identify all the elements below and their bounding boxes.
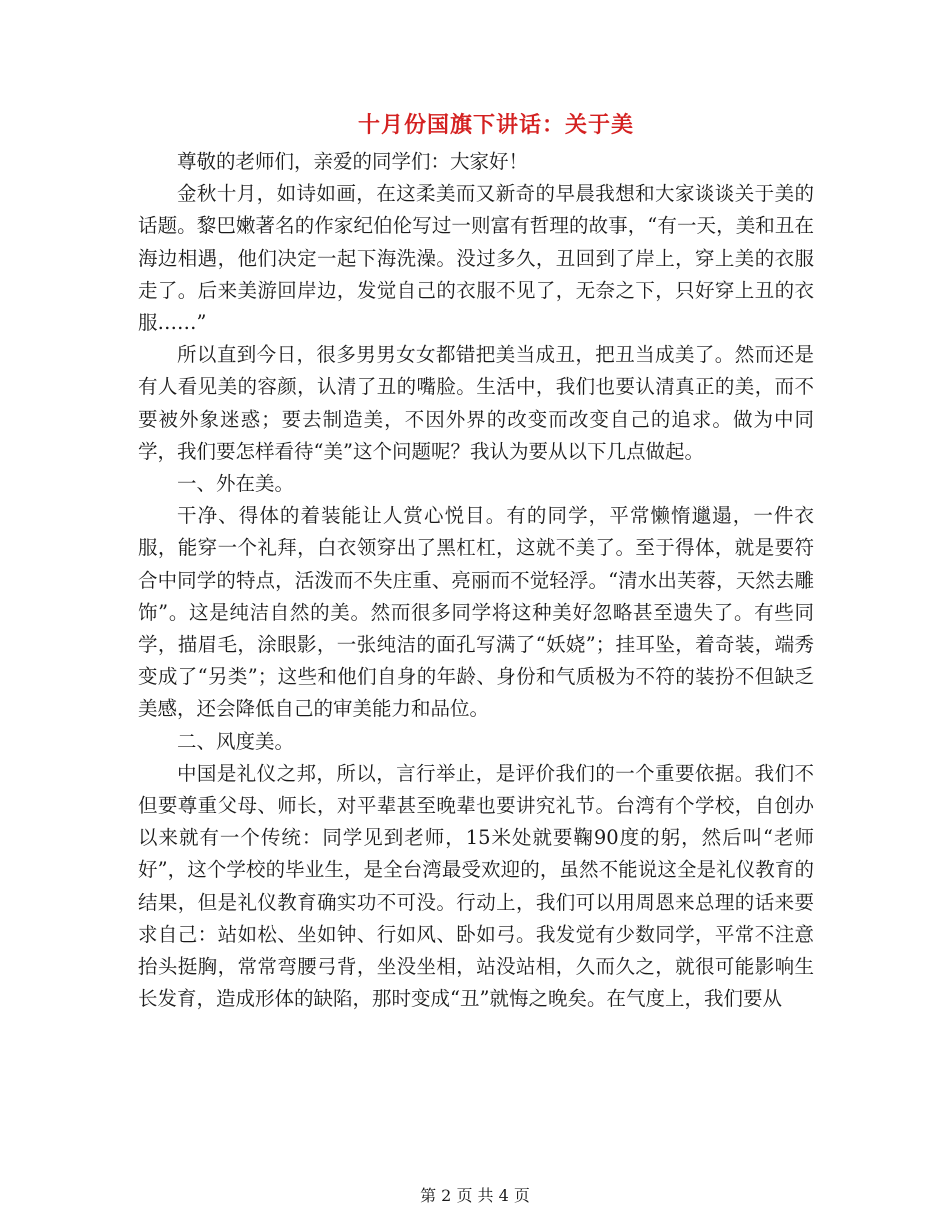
paragraph-outer-beauty: 干净、得体的着装能让人赏心悦目。有的同学，平常懒惰邋遢，一件衣服，能穿一个礼拜，白衣领穿出了黑杠杠，这就不美了。至于得体，就是要符合中同学的特点，活泼而不失庄重、亮丽而不觉轻浮。“清水出芙蓉，天然去雕饰”。这是纯洁自然的美。然而很多同学将这种美好忽略甚至遗失了。有些同学，描眉毛，涂眼影，一张纯洁的面孔写满了“妖娆”；挂耳坠，着奇装，端秀变成了“另类”；这些和他们自身的年龄、身份和气质极为不符的装扮不但缺乏美感，还会降低自己的审美能力和品位。 — [138, 504, 814, 721]
page-footer: 第 2 页 共 4 页 — [420, 1186, 530, 1205]
paragraph-intro: 金秋十月，如诗如画，在这柔美而又新奇的早晨我想和大家谈谈关于美的话题。黎巴嫩著名的作家纪伯伦写过一则富有哲理的故事，“有一天，美和丑在海边相遇，他们决定一起下海洗澡。没过多久，丑回到了岸上，穿上美的衣服走了。后来美游回岸边，发觉自己的衣服不见了，无奈之下，只好穿上丑的衣服……” — [138, 182, 814, 335]
section-heading-outer-beauty: 一、外在美。 — [177, 472, 295, 496]
paragraph-manner-beauty: 中国是礼仪之邦，所以，言行举止，是评价我们的一个重要依据。我们不但要尊重父母、师长，对平辈甚至晚辈也要讲究礼节。台湾有个学校，自创办以来就有一个传统：同学见到老师，15米处就要鞠90度的躬，然后叫“老师好”，这个学校的毕业生，是全台湾最受欢迎的，虽然不能说这全是礼仪教育的结果，但是礼仪教育确实功不可没。行动上，我们可以用周恩来总理的话来要求自己：站如松、坐如钟、行如风、卧如弓。我发觉有少数同学，平常不注意抬头挺胸，常常弯腰弓背，坐没坐相，站没站相，久而久之，就很可能影响生长发育，造成形体的缺陷，那时变成“丑”就悔之晚矣。在气度上，我们要从 — [138, 761, 814, 1011]
paragraph-thesis: 所以直到今日，很多男男女女都错把美当成丑，把丑当成美了。然而还是有人看见美的容颜，认清了丑的嘴脸。生活中，我们也要认清真正的美，而不要被外象迷惑；要去制造美，不因外界的改变而改变自己的追求。做为中同学，我们要怎样看待“美”这个问题呢？我认为要从以下几点做起。 — [138, 343, 814, 463]
document-title: 十月份国旗下讲话：关于美 — [357, 112, 634, 138]
paragraph-greeting: 尊敬的老师们，亲爱的同学们：大家好！ — [177, 150, 529, 173]
document-page — [138, 110, 814, 1015]
section-heading-manner-beauty: 二、风度美。 — [177, 729, 295, 753]
